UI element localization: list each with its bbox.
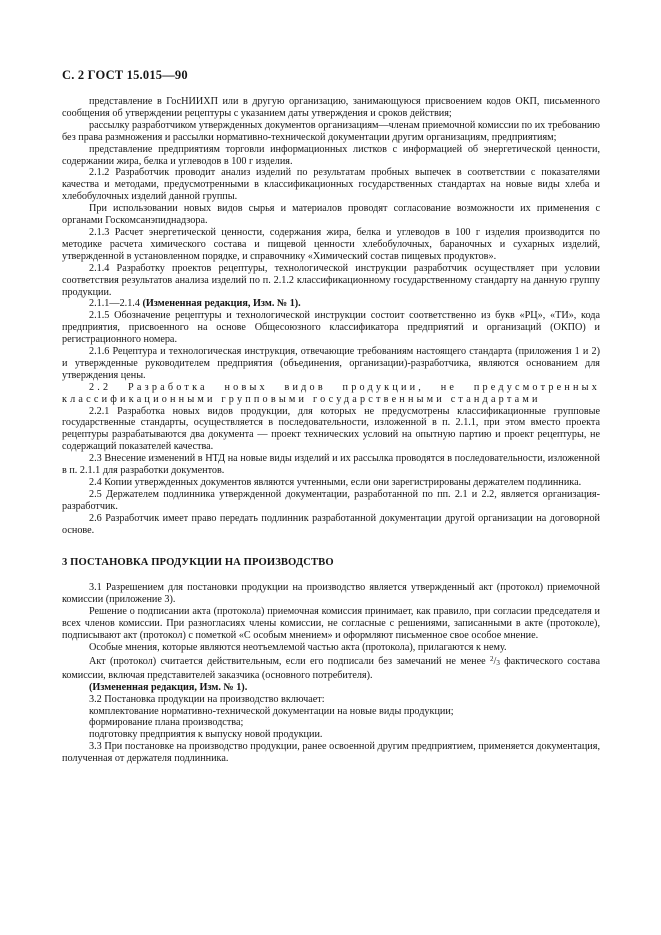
paragraph-3-1: 3.1 Разрешением для постановки продукции на производство является утвержденный акт (протокол) приемочной комиссии (приложение 3). bbox=[62, 582, 600, 606]
list-item: подготовку предприятия к выпуску новой продукции. bbox=[89, 729, 323, 741]
paragraph-2-2-1: 2.2.1 Разработка новых видов продукции, для которых не предусмотрены классификационные групповые государственные стандарты, осуществляется в последовательности, изложенной в п. 2.1.1, при этом вместо проекта рецептуры разрабатываются два документа — проект технических условий на опытную партию и проект рецептуры, не содержащий показателей качества. bbox=[62, 405, 600, 453]
list-item: формирование плана производства; bbox=[89, 717, 244, 729]
paragraph-2-1-3: 2.1.3 Расчет энергетической ценности, содержания жира, белка и углеводов в 100 г изделия производится по методике расчета химического состава и пищевой ценности хлебобулочных, бараночных и сухарных изделий, утвержденной в установленном порядке, и справочнику «Химический состав пищевых продуктов». bbox=[62, 226, 600, 262]
paragraph: рассылку разработчиком утвержденных документов организациям—членам приемочной комиссии по их требованию без права размножения и рассылки нормативно-технической документации другим организациям, предприятиям; bbox=[62, 119, 600, 143]
amendment-note bbox=[62, 298, 600, 310]
paragraph: При использовании новых видов сырья и материалов проводят согласование возможности их применения с органами Госкомсанэпиднадзора. bbox=[62, 203, 600, 227]
paragraph-2-1-5: 2.1.5 Обозначение рецептуры и технологической инструкции состоит соответственно из букв «РЦ», «ТИ», кода предприятия, присвоенного на основе Общесоюзного классификатора предприятий и организаций (ОКПО) и регистрационного номера. bbox=[62, 310, 600, 346]
paragraph-3-2: 3.2 Постановка продукции на производство включает: bbox=[89, 693, 325, 705]
fraction-numerator: 2 bbox=[490, 654, 494, 663]
paragraph-2-5: 2.5 Держателем подлинника утвержденной документации, разработанной по пп. 2.1 и 2.2, является организация-разработчик. bbox=[62, 488, 600, 512]
paragraph-2-1-4: 2.1.4 Разработку проектов рецептуры, технологической инструкции разработчик осуществляет при условии соответствия результатов анализа изделий по п. 2.1.2 классификационному государственному стандарту на данную группу продукции. bbox=[62, 262, 600, 298]
section-3-heading: 3 ПОСТАНОВКА ПРОДУКЦИИ НА ПРОИЗВОДСТВО bbox=[62, 556, 334, 568]
paragraph: Особые мнения, которые являются неотъемлемой частью акта (протокола), прилагаются к нему. bbox=[89, 641, 507, 653]
fraction-two-thirds: $^2/_3$ bbox=[490, 654, 500, 667]
paragraph-2-3: 2.3 Внесение изменений в НТД на новые виды изделий и их рассылка проводятся в последовательности, изложенной в п. 2.1.1 для разработки документов. bbox=[62, 453, 600, 477]
paragraph-2-1-2: 2.1.2 Разработчик проводит анализ изделий по результатам пробных выпечек в соответствии с показателями качества и методами, предусмотренными в классификационных государственных стандартах на новые виды хлеба и хлебобулочных изделий данной группы. bbox=[62, 167, 600, 203]
amendment-label: (Измененная редакция, Изм. № 1). bbox=[142, 298, 301, 310]
paragraph-3-3: 3.3 При постановке на производство продукции, ранее освоенной другим предприятием, применяется документация, полученная от держателя подлинника. bbox=[62, 741, 600, 765]
paragraph-2-4: 2.4 Копии утвержденных документов являются учтенными, если они зарегистрированы держателем подлинника. bbox=[89, 477, 582, 488]
fraction-denominator: 3 bbox=[496, 658, 500, 667]
page-header: С. 2 ГОСТ 15.015—90 bbox=[62, 68, 188, 82]
paragraph-2-6: 2.6 Разработчик имеет право передать подлинник разработанной документации другой организации на договорной основе. bbox=[62, 512, 600, 536]
amendment-range: 2.1.1—2.1.4 bbox=[89, 298, 140, 310]
amendment-label-2: (Измененная редакция, Изм. № 1). bbox=[89, 681, 248, 693]
act-text-after: фактического состава комиссии, включая представителей заказчика (основного потребителя). bbox=[62, 655, 600, 681]
document-body bbox=[62, 96, 600, 765]
act-text-before: Акт (протокол) считается действительным, если его подписали без замечаний не менее bbox=[89, 655, 486, 667]
paragraph: представление в ГосНИИХП или в другую организацию, занимающуюся присвоением кодов ОКП, письменного сообщения об утверждении рецептуры с указанием даты утверждения и сроков действия; bbox=[62, 96, 600, 119]
paragraph-2-1-6: 2.1.6 Рецептура и технологическая инструкция, отвечающие требованиям настоящего стандарта (приложения 1 и 2) и утвержденные руководителем предприятия (объединения, организации)-разработчика, являются основанием для утверждения цены. bbox=[62, 346, 600, 381]
paragraph: представление предприятиям торговли информационных листков с информацией об энергетической ценности, содержании жира, белка и углеводов в 100 г изделия. bbox=[62, 143, 600, 167]
section-2-2-title: 2.2 Разработка новых видов продукции, не предусмотренных классификационными групповыми государственными стандартами bbox=[62, 381, 600, 405]
list-item: комплектование нормативно-технической документации на новые виды продукции; bbox=[89, 705, 454, 717]
paragraph: Решение о подписании акта (протокола) приемочная комиссия принимает, как правило, при согласии председателя и всех членов комиссии. При разногласиях члены комиссии, не согласные с решениями, записанными в акте (протоколе), подписывают акт (протокол) с пометкой «С особым мнением» и оформляют письменное свое особое мнение. bbox=[62, 606, 600, 642]
paragraph-act-validity bbox=[62, 654, 600, 682]
